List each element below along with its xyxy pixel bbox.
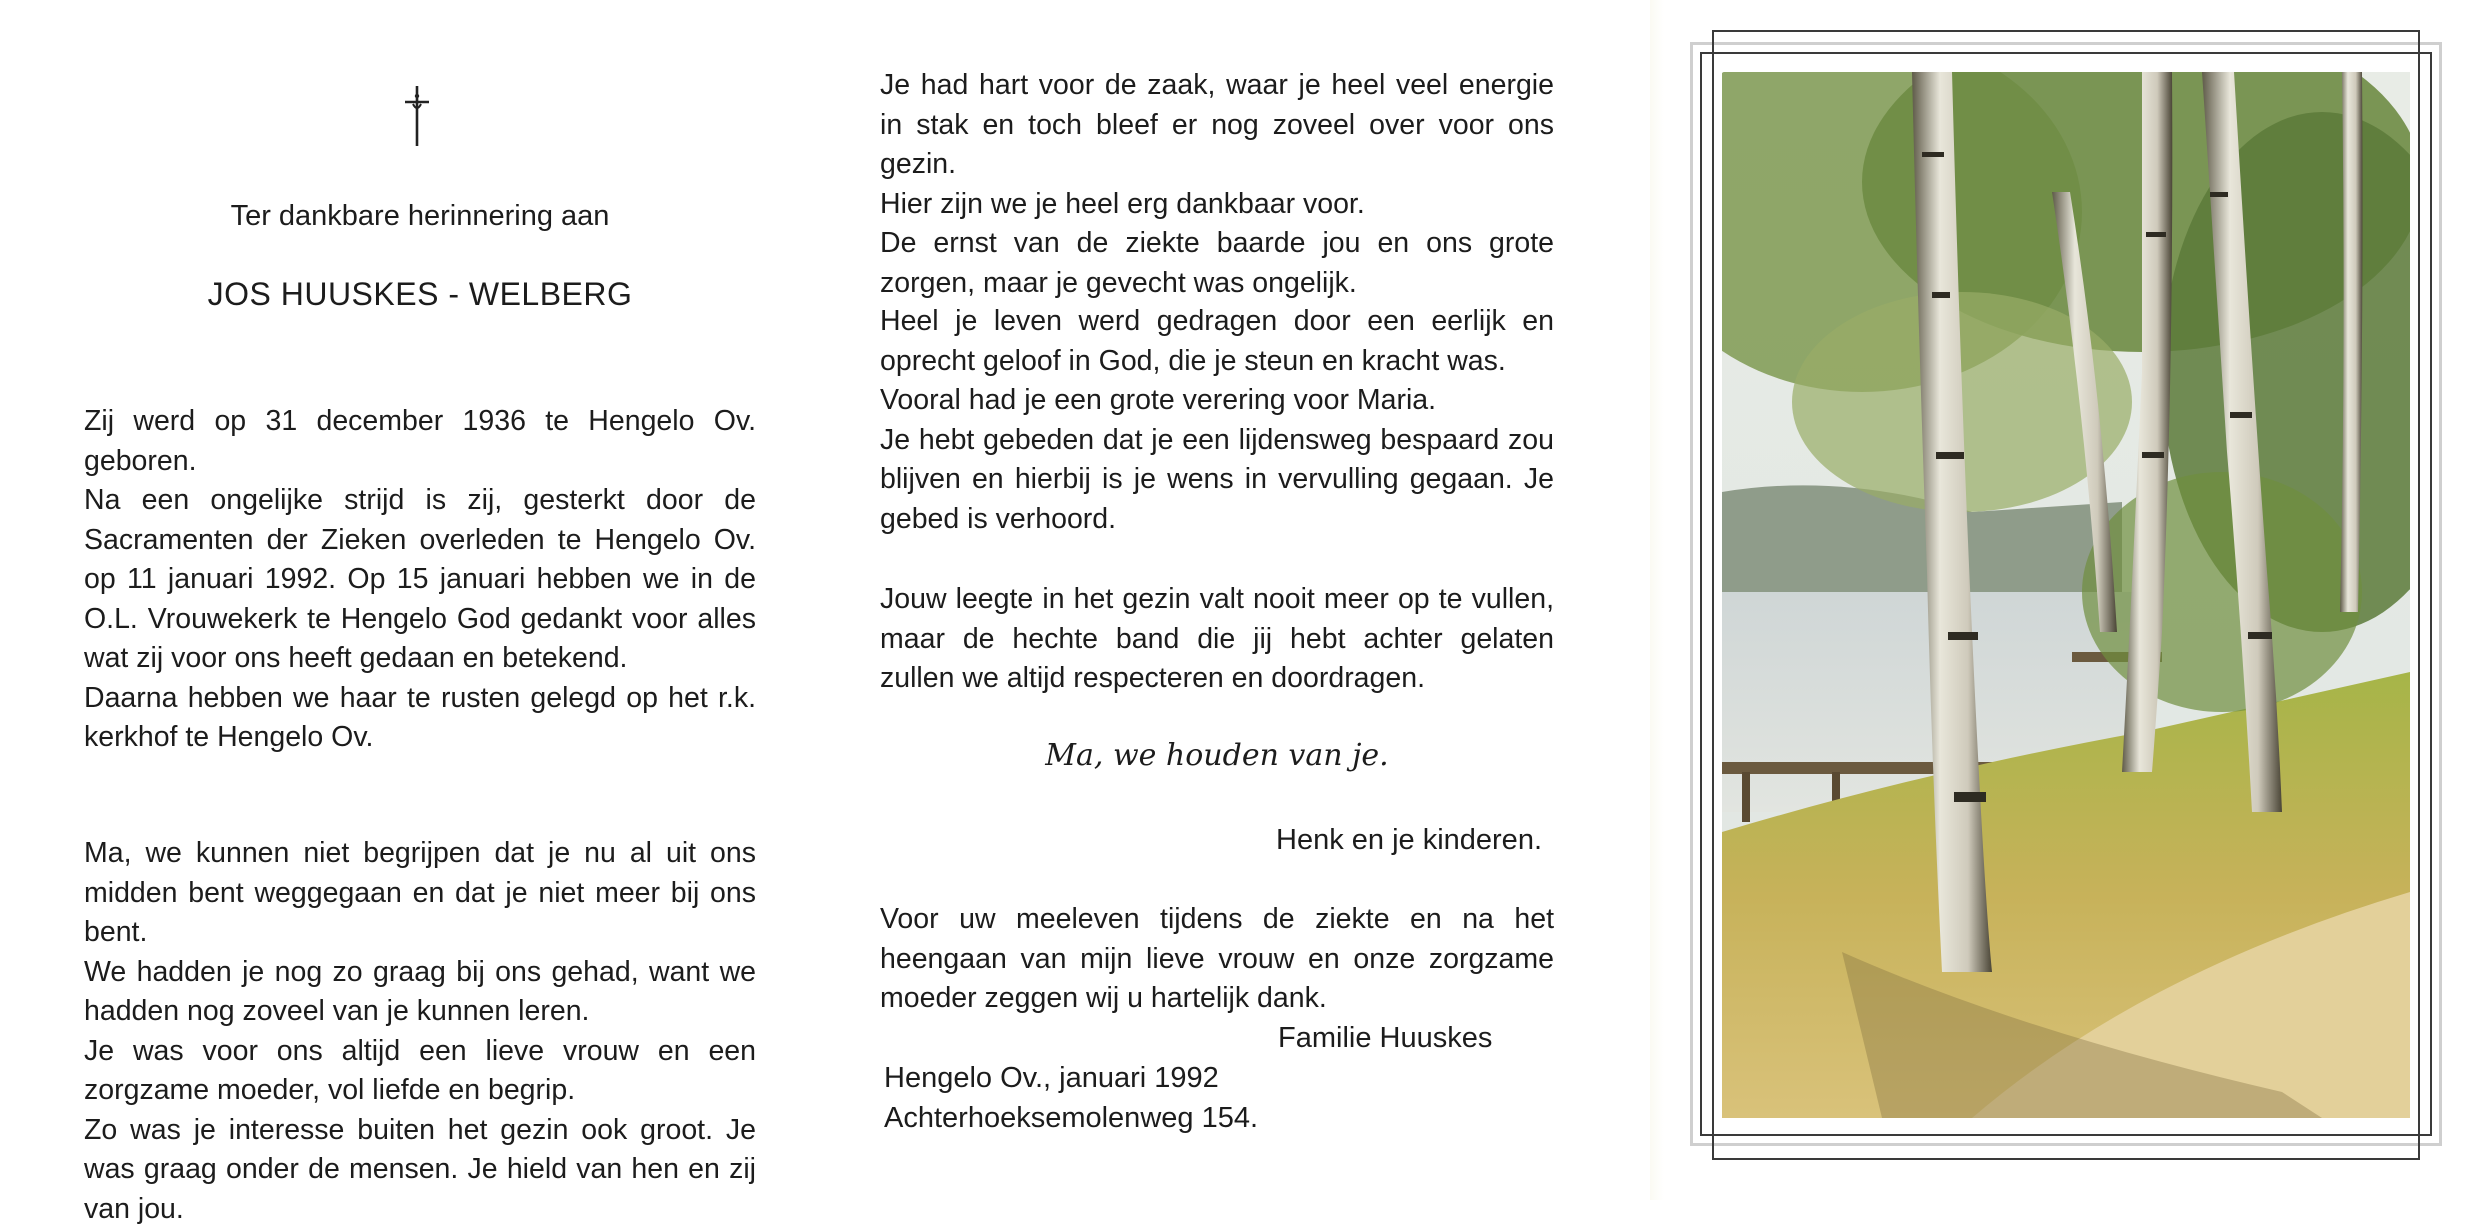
text-line: De ernst van de ziekte baarde jou en ons grote zorgen, maar je gevecht was ongelijk.	[880, 224, 1554, 303]
faith-paragraph	[880, 302, 1554, 539]
street-address: Achterhoeksemolenweg 154.	[884, 1098, 1258, 1138]
biography-paragraph	[84, 402, 756, 758]
quote: Ma, we houden van je.	[880, 736, 1554, 776]
text-line: Jouw leegte in het gezin valt nooit meer op te vullen, maar de hechte band die jij hebt achter gelaten zullen we altijd respecteren en doordragen.	[880, 580, 1554, 699]
thanks-paragraph	[880, 900, 1554, 1019]
intro-text: Ter dankbare herinnering aan	[84, 196, 756, 236]
closing-paragraph	[880, 580, 1554, 699]
text-line: Heel je leven werd gedragen door een eerlijk en oprecht geloof in God, die je steun en kracht was.	[880, 302, 1554, 381]
tribute-paragraph	[880, 66, 1554, 303]
deceased-name: JOS HUUSKES - WELBERG	[84, 272, 756, 316]
text-line: Hier zijn we je heel erg dankbaar voor.	[880, 185, 1554, 225]
text-line: Na een ongelijke strijd is zij, gesterkt door de Sacramenten der Zieken overleden te Hengelo Ov. op 11 januari 1992. Op 15 januari hebben we in de O.L. Vrouwekerk te Hengelo God gedankt voor alles wat zij voor ons heeft gedaan en betekend.	[84, 481, 756, 679]
text-line: Vooral had je een grote verering voor Maria.	[880, 381, 1554, 421]
text-line: Zo was je interesse buiten het gezin ook groot. Je was graag onder de mensen. Je hield van hen en zij van jou.	[84, 1111, 756, 1229]
text-line: We hadden je nog zo graag bij ons gehad, want we hadden nog zoveel van je kunnen leren.	[84, 953, 756, 1032]
cross-icon	[400, 82, 434, 148]
place-date: Hengelo Ov., januari 1992	[884, 1058, 1258, 1098]
tribute-paragraph	[84, 834, 756, 1229]
text-line: Zij werd op 31 december 1936 te Hengelo Ov. geboren.	[84, 402, 756, 481]
address-block	[884, 1058, 1258, 1138]
text-line: Je hebt gebeden dat je een lijdensweg bespaard zou blijven en hierbij is je wens in vervulling gegaan. Je gebed is verhoord.	[880, 421, 1554, 540]
birch-trees-lake-photo	[1722, 72, 2410, 1118]
text-line: Daarna hebben we haar te rusten gelegd op het r.k. kerkhof te Hengelo Ov.	[84, 679, 756, 758]
family-name-signature: Familie Huuskes	[1278, 1018, 1492, 1058]
text-line: Je had hart voor de zaak, waar je heel veel energie in stak en toch bleef er nog zoveel over voor ons gezin.	[880, 66, 1554, 185]
text-line: Je was voor ons altijd een lieve vrouw en een zorgzame moeder, vol liefde en begrip.	[84, 1032, 756, 1111]
text-line: Voor uw meeleven tijdens de ziekte en na het heengaan van mijn lieve vrouw en onze zorgzame moeder zeggen wij u hartelijk dank.	[880, 900, 1554, 1019]
text-line: Ma, we kunnen niet begrijpen dat je nu al uit ons midden bent weggegaan en dat je niet meer bij ons bent.	[84, 834, 756, 953]
family-signature: Henk en je kinderen.	[1276, 820, 1542, 860]
